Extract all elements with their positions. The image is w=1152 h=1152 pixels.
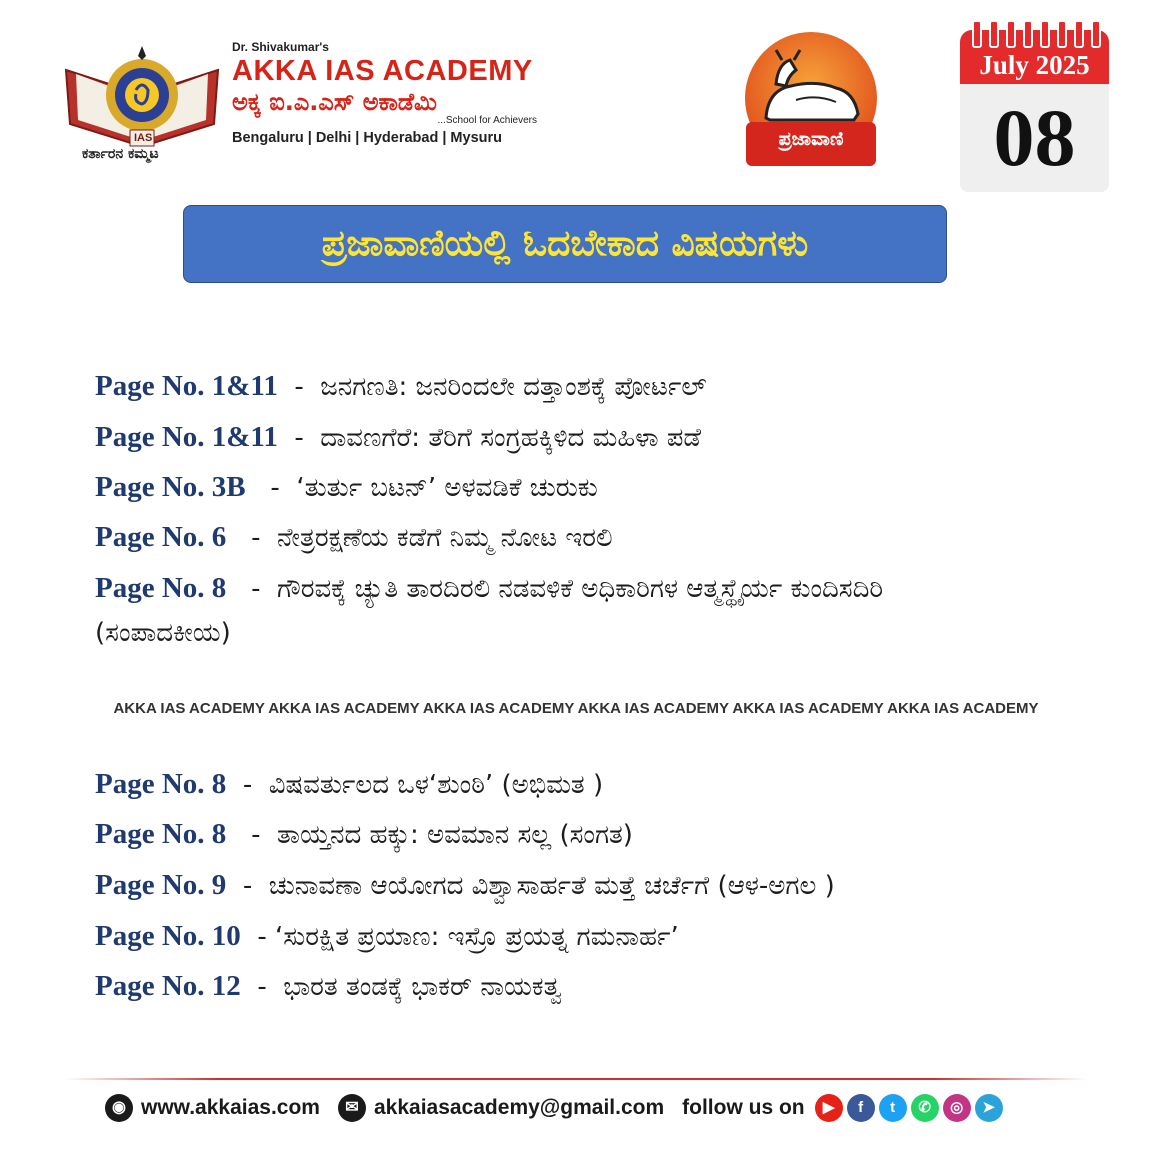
calendar-day: 08 bbox=[993, 92, 1076, 183]
page-number: Page No. 8 bbox=[95, 572, 227, 604]
item-headline: ಭಾರತ ತಂಡಕ್ಕೆ ಭಾಕರ್ ನಾಯಕತ್ವ bbox=[283, 972, 562, 1002]
founder-name: Dr. Shivakumar's bbox=[232, 40, 329, 54]
city-list: Bengaluru | Delhi | Hyderabad | Mysuru bbox=[232, 130, 502, 146]
calendar-ring-icon bbox=[972, 20, 982, 48]
page-number: Page No. 3B bbox=[95, 471, 246, 503]
globe-icon: ◉ bbox=[105, 1094, 133, 1122]
facebook-icon[interactable]: f bbox=[847, 1094, 875, 1122]
telegram-icon[interactable]: ➤ bbox=[975, 1094, 1003, 1122]
item-separator: - bbox=[257, 972, 267, 1002]
page-title: ಪ್ರಜಾವಾಣಿಯಲ್ಲಿ ಓದಬೇಕಾದ ವಿಷಯಗಳು bbox=[321, 223, 809, 264]
item-headline: ‘ತುರ್ತು ಬಟನ್’ ಅಳವಡಿಕೆ ಚುರುಕು bbox=[296, 473, 598, 503]
instagram-icon[interactable]: ◎ bbox=[943, 1094, 971, 1122]
item-separator: - bbox=[257, 922, 267, 952]
whatsapp-icon[interactable]: ✆ bbox=[911, 1094, 939, 1122]
prajavani-logo bbox=[736, 30, 886, 175]
page-number: Page No. 1&11 bbox=[95, 421, 278, 453]
page-number: Page No. 8 bbox=[95, 818, 227, 850]
follow-label: follow us on bbox=[682, 1096, 805, 1119]
item-separator: - bbox=[251, 574, 261, 604]
item-separator: - bbox=[251, 523, 261, 553]
brand-name-kannada: ಅಕ್ಕ ಐ.ಎ.ಎಸ್ ಅಕಾಡೆಮಿ bbox=[232, 88, 437, 116]
school-tagline: ...School for Achievers bbox=[437, 115, 537, 126]
item-headline: ಚುನಾವಣಾ ಆಯೋಗದ ವಿಶ್ವಾಸಾರ್ಹತೆ ಮತ್ತೆ ಚರ್ಚೆಗೆ (ಆಳ-ಅಗಲ ) bbox=[268, 871, 835, 901]
calendar-ring-icon bbox=[1040, 20, 1050, 48]
page-number: Page No. 9 bbox=[95, 869, 227, 901]
item-headline: ಜನಗಣತಿ: ಜನರಿಂದಲೇ ದತ್ತಾಂಶಕ್ಕೆ ಪೋರ್ಟಲ್ bbox=[320, 372, 707, 402]
paper-name: ಪ್ರಜಾವಾಣಿ bbox=[778, 128, 844, 150]
item-separator: - bbox=[294, 372, 304, 402]
item-headline: ವಿಷವರ್ತುಲದ ಒಳ‘ಶುಂಠಿ’ (ಅಭಿಮತ ) bbox=[268, 770, 604, 800]
item-headline: ದಾವಣಗೆರೆ: ತೆರಿಗೆ ಸಂಗ್ರಹಕ್ಕಿಳಿದ ಮಹಿಳಾ ಪಡೆ bbox=[320, 423, 702, 453]
list-item bbox=[95, 812, 1105, 857]
page-number: Page No. 6 bbox=[95, 521, 227, 553]
footer-bar bbox=[105, 1090, 1007, 1126]
list-item bbox=[95, 762, 1105, 807]
item-separator: - bbox=[294, 423, 304, 453]
item-separator: - bbox=[242, 770, 253, 800]
calendar-ring-icon bbox=[989, 20, 999, 48]
list-item bbox=[95, 415, 1105, 460]
item-separator: - bbox=[270, 473, 280, 503]
calendar-ring-icon bbox=[1091, 20, 1101, 48]
academy-name-block bbox=[232, 40, 562, 146]
item-headline: ನೇತ್ರರಕ್ಷಣೆಯ ಕಡೆಗೆ ನಿಮ್ಮ ನೋಟ ಇರಲಿ bbox=[277, 523, 613, 553]
logo-badge: IAS bbox=[134, 132, 153, 144]
page-number: Page No. 8 bbox=[95, 768, 227, 800]
footer-divider bbox=[65, 1078, 1087, 1080]
website-link[interactable]: www.akkaias.com bbox=[141, 1096, 320, 1119]
brand-name-english: AKKA IAS ACADEMY bbox=[232, 55, 533, 87]
item-headline: ತಾಯ್ತನದ ಹಕ್ಕು: ಅವಮಾನ ಸಲ್ಲ (ಸಂಗತ) bbox=[277, 820, 633, 850]
page-number: Page No. 1&11 bbox=[95, 370, 278, 402]
list-item bbox=[95, 465, 1105, 510]
list-item bbox=[95, 566, 1025, 655]
list-item bbox=[95, 964, 1105, 1009]
calendar-ring-icon bbox=[1074, 20, 1084, 48]
calendar-ring-icon bbox=[1023, 20, 1033, 48]
item-separator: - bbox=[251, 820, 261, 850]
item-separator: - bbox=[242, 871, 253, 901]
calendar-month: July 2025 bbox=[979, 50, 1090, 80]
email-link[interactable]: akkaiasacademy@gmail.com bbox=[373, 1096, 665, 1119]
title-banner bbox=[183, 205, 947, 283]
academy-repeat-line: AKKA IAS ACADEMY AKKA IAS ACADEMY AKKA IAS ACADEMY AKKA IAS ACADEMY AKKA IAS ACADEMY AKKA IAS ACADEMY bbox=[113, 700, 1039, 717]
list-item bbox=[95, 515, 1105, 560]
calendar-ring-icon bbox=[1006, 20, 1016, 48]
mail-icon: ✉ bbox=[338, 1094, 366, 1122]
list-item bbox=[95, 863, 1105, 908]
item-headline: ಗೌರವಕ್ಕೆ ಚ್ಯುತಿ ತಾರದಿರಲಿ ನಡವಳಿಕೆ ಅಧಿಕಾರಿಗಳ ಆತ್ಮಸ್ಥೈರ್ಯ ಕುಂದಿಸದಿರಿ (ಸಂಪಾದಕೀಯ) bbox=[95, 574, 884, 648]
youtube-icon[interactable]: ▶ bbox=[815, 1094, 843, 1122]
twitter-icon[interactable]: t bbox=[879, 1094, 907, 1122]
logo-tagline: ಕರ್ತಾರನ ಕಮ್ಮಟ bbox=[82, 146, 159, 162]
list-item bbox=[95, 914, 1105, 959]
calendar-ring-icon bbox=[1057, 20, 1067, 48]
item-headline: ‘ಸುರಕ್ಷಿತ ಪ್ರಯಾಣ: ಇಸ್ರೊ ಪ್ರಯತ್ನ ಗಮನಾರ್ಹ’ bbox=[274, 922, 679, 952]
page-number: Page No. 12 bbox=[95, 970, 241, 1002]
list-item bbox=[95, 364, 1105, 409]
date-calendar bbox=[960, 20, 1109, 192]
page-number: Page No. 10 bbox=[95, 920, 241, 952]
